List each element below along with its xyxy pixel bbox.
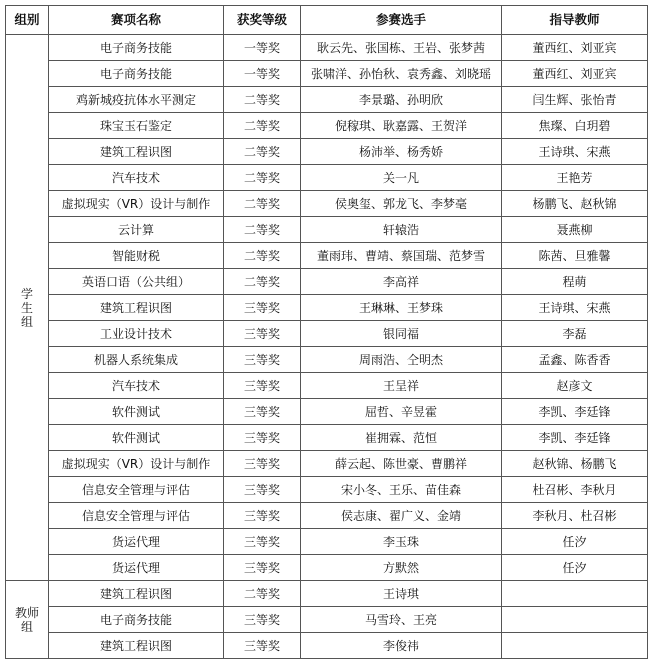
cell-level: 三等奖 (224, 503, 301, 529)
cell-event: 信息安全管理与评估 (49, 503, 224, 529)
group-teacher-text: 组 (20, 619, 33, 634)
cell-players: 耿云先、张国栋、王岩、张梦茜 (301, 35, 502, 61)
table-row (6, 269, 648, 295)
cell-teachers: 陈茜、旦雅馨 (502, 243, 648, 269)
header-players: 参赛选手 (301, 6, 502, 35)
cell-level: 一等奖 (224, 35, 301, 61)
table-row (6, 113, 648, 139)
cell-level: 二等奖 (224, 87, 301, 113)
cell-level: 二等奖 (224, 581, 301, 607)
cell-teachers: 闫生辉、张怡青 (502, 87, 648, 113)
cell-players: 王琳琳、王梦珠 (301, 295, 502, 321)
cell-event: 工业设计技术 (49, 321, 224, 347)
cell-event: 虚拟现实（VR）设计与制作 (49, 191, 224, 217)
cell-event: 汽车技术 (49, 373, 224, 399)
cell-teachers (502, 607, 648, 633)
cell-teachers: 董西红、刘亚宾 (502, 35, 648, 61)
group-student-text: 生 (20, 300, 33, 315)
cell-level: 三等奖 (224, 555, 301, 581)
cell-event: 货运代理 (49, 529, 224, 555)
table-row (6, 607, 648, 633)
cell-event: 机器人系统集成 (49, 347, 224, 373)
cell-event: 汽车技术 (49, 165, 224, 191)
table-row (6, 503, 648, 529)
cell-teachers: 李凯、李廷锋 (502, 399, 648, 425)
header-group: 组别 (6, 6, 49, 35)
table-row (6, 165, 648, 191)
table-row (6, 581, 648, 607)
cell-teachers: 赵秋锦、杨鹏飞 (502, 451, 648, 477)
cell-players: 李景璐、孙明欣 (301, 87, 502, 113)
table-row (6, 399, 648, 425)
cell-level: 三等奖 (224, 347, 301, 373)
cell-event: 鸡新城疫抗体水平测定 (49, 87, 224, 113)
cell-players: 马雪玲、王亮 (301, 607, 502, 633)
table-row (6, 217, 648, 243)
cell-players: 轩辕浩 (301, 217, 502, 243)
cell-level: 三等奖 (224, 607, 301, 633)
table-row (6, 35, 648, 61)
cell-players: 董雨玮、曹靖、蔡国瑞、范梦雪 (301, 243, 502, 269)
cell-teachers: 聂燕柳 (502, 217, 648, 243)
cell-level: 二等奖 (224, 191, 301, 217)
cell-teachers: 程萌 (502, 269, 648, 295)
cell-event: 珠宝玉石鉴定 (49, 113, 224, 139)
cell-players: 侯奥玺、郭龙飞、李梦毫 (301, 191, 502, 217)
cell-players: 周雨浩、仝明杰 (301, 347, 502, 373)
table-row (6, 373, 648, 399)
group-teacher (6, 581, 49, 659)
cell-level: 二等奖 (224, 269, 301, 295)
table-row (6, 347, 648, 373)
cell-players: 李玉珠 (301, 529, 502, 555)
cell-level: 三等奖 (224, 451, 301, 477)
table-row (6, 321, 648, 347)
cell-event: 智能财税 (49, 243, 224, 269)
cell-teachers: 李磊 (502, 321, 648, 347)
cell-level: 三等奖 (224, 633, 301, 659)
cell-event: 建筑工程识图 (49, 581, 224, 607)
cell-event: 英语口语（公共组） (49, 269, 224, 295)
cell-event: 电子商务技能 (49, 35, 224, 61)
cell-level: 二等奖 (224, 243, 301, 269)
cell-players: 李俊祎 (301, 633, 502, 659)
cell-teachers (502, 581, 648, 607)
cell-players: 王呈祥 (301, 373, 502, 399)
cell-teachers: 董西红、刘亚宾 (502, 61, 648, 87)
cell-level: 三等奖 (224, 295, 301, 321)
cell-players: 方默然 (301, 555, 502, 581)
table-row (6, 451, 648, 477)
cell-players: 宋小冬、王乐、苗佳森 (301, 477, 502, 503)
cell-level: 三等奖 (224, 425, 301, 451)
cell-players: 倪稼琪、耿嘉露、王贺洋 (301, 113, 502, 139)
cell-players: 屈哲、辛昱霍 (301, 399, 502, 425)
cell-teachers: 王艳芳 (502, 165, 648, 191)
cell-event: 建筑工程识图 (49, 633, 224, 659)
cell-event: 电子商务技能 (49, 607, 224, 633)
awards-table (5, 5, 648, 659)
table-row (6, 295, 648, 321)
table-row (6, 139, 648, 165)
cell-players: 杨沛举、杨秀娇 (301, 139, 502, 165)
cell-players: 关一凡 (301, 165, 502, 191)
cell-event: 电子商务技能 (49, 61, 224, 87)
cell-teachers: 王诗琪、宋燕 (502, 295, 648, 321)
cell-event: 虚拟现实（VR）设计与制作 (49, 451, 224, 477)
cell-level: 二等奖 (224, 217, 301, 243)
cell-level: 一等奖 (224, 61, 301, 87)
cell-event: 云计算 (49, 217, 224, 243)
cell-players: 薛云起、陈世豪、曹鹏祥 (301, 451, 502, 477)
table-row (6, 555, 648, 581)
cell-level: 二等奖 (224, 139, 301, 165)
cell-teachers: 王诗琪、宋燕 (502, 139, 648, 165)
cell-teachers: 孟鑫、陈香香 (502, 347, 648, 373)
cell-players: 侯志康、翟广义、金靖 (301, 503, 502, 529)
cell-teachers: 李凯、李廷锋 (502, 425, 648, 451)
cell-teachers: 杨鹏飞、赵秋锦 (502, 191, 648, 217)
table-row (6, 243, 648, 269)
cell-players: 王诗琪 (301, 581, 502, 607)
cell-event: 货运代理 (49, 555, 224, 581)
cell-teachers: 李秋月、杜召彬 (502, 503, 648, 529)
cell-teachers: 任汐 (502, 529, 648, 555)
cell-teachers: 焦璨、白玥碧 (502, 113, 648, 139)
table-row (6, 633, 648, 659)
cell-level: 三等奖 (224, 373, 301, 399)
group-student-text: 组 (20, 314, 33, 329)
cell-event: 建筑工程识图 (49, 295, 224, 321)
group-student (6, 35, 49, 581)
cell-level: 二等奖 (224, 113, 301, 139)
group-student-text: 学 (20, 286, 33, 301)
cell-players: 银同福 (301, 321, 502, 347)
cell-level: 二等奖 (224, 165, 301, 191)
cell-players: 张啸洋、孙怡秋、袁秀鑫、刘晓瑶 (301, 61, 502, 87)
table-body (6, 35, 648, 659)
cell-event: 软件测试 (49, 425, 224, 451)
header-level: 获奖等级 (224, 6, 301, 35)
group-teacher-text: 教师 (14, 605, 39, 620)
cell-teachers (502, 633, 648, 659)
cell-teachers: 赵彦文 (502, 373, 648, 399)
cell-event: 软件测试 (49, 399, 224, 425)
table-row (6, 529, 648, 555)
cell-level: 三等奖 (224, 399, 301, 425)
cell-level: 三等奖 (224, 321, 301, 347)
cell-level: 三等奖 (224, 477, 301, 503)
table-row (6, 191, 648, 217)
table-row (6, 61, 648, 87)
header-event: 赛项名称 (49, 6, 224, 35)
table-row (6, 425, 648, 451)
table-row (6, 477, 648, 503)
header-row (6, 6, 648, 35)
cell-event: 信息安全管理与评估 (49, 477, 224, 503)
cell-players: 李高祥 (301, 269, 502, 295)
cell-level: 三等奖 (224, 529, 301, 555)
table-row (6, 87, 648, 113)
header-teachers: 指导教师 (502, 6, 648, 35)
cell-event: 建筑工程识图 (49, 139, 224, 165)
cell-teachers: 任汐 (502, 555, 648, 581)
cell-teachers: 杜召彬、李秋月 (502, 477, 648, 503)
cell-players: 崔拥霖、范恒 (301, 425, 502, 451)
